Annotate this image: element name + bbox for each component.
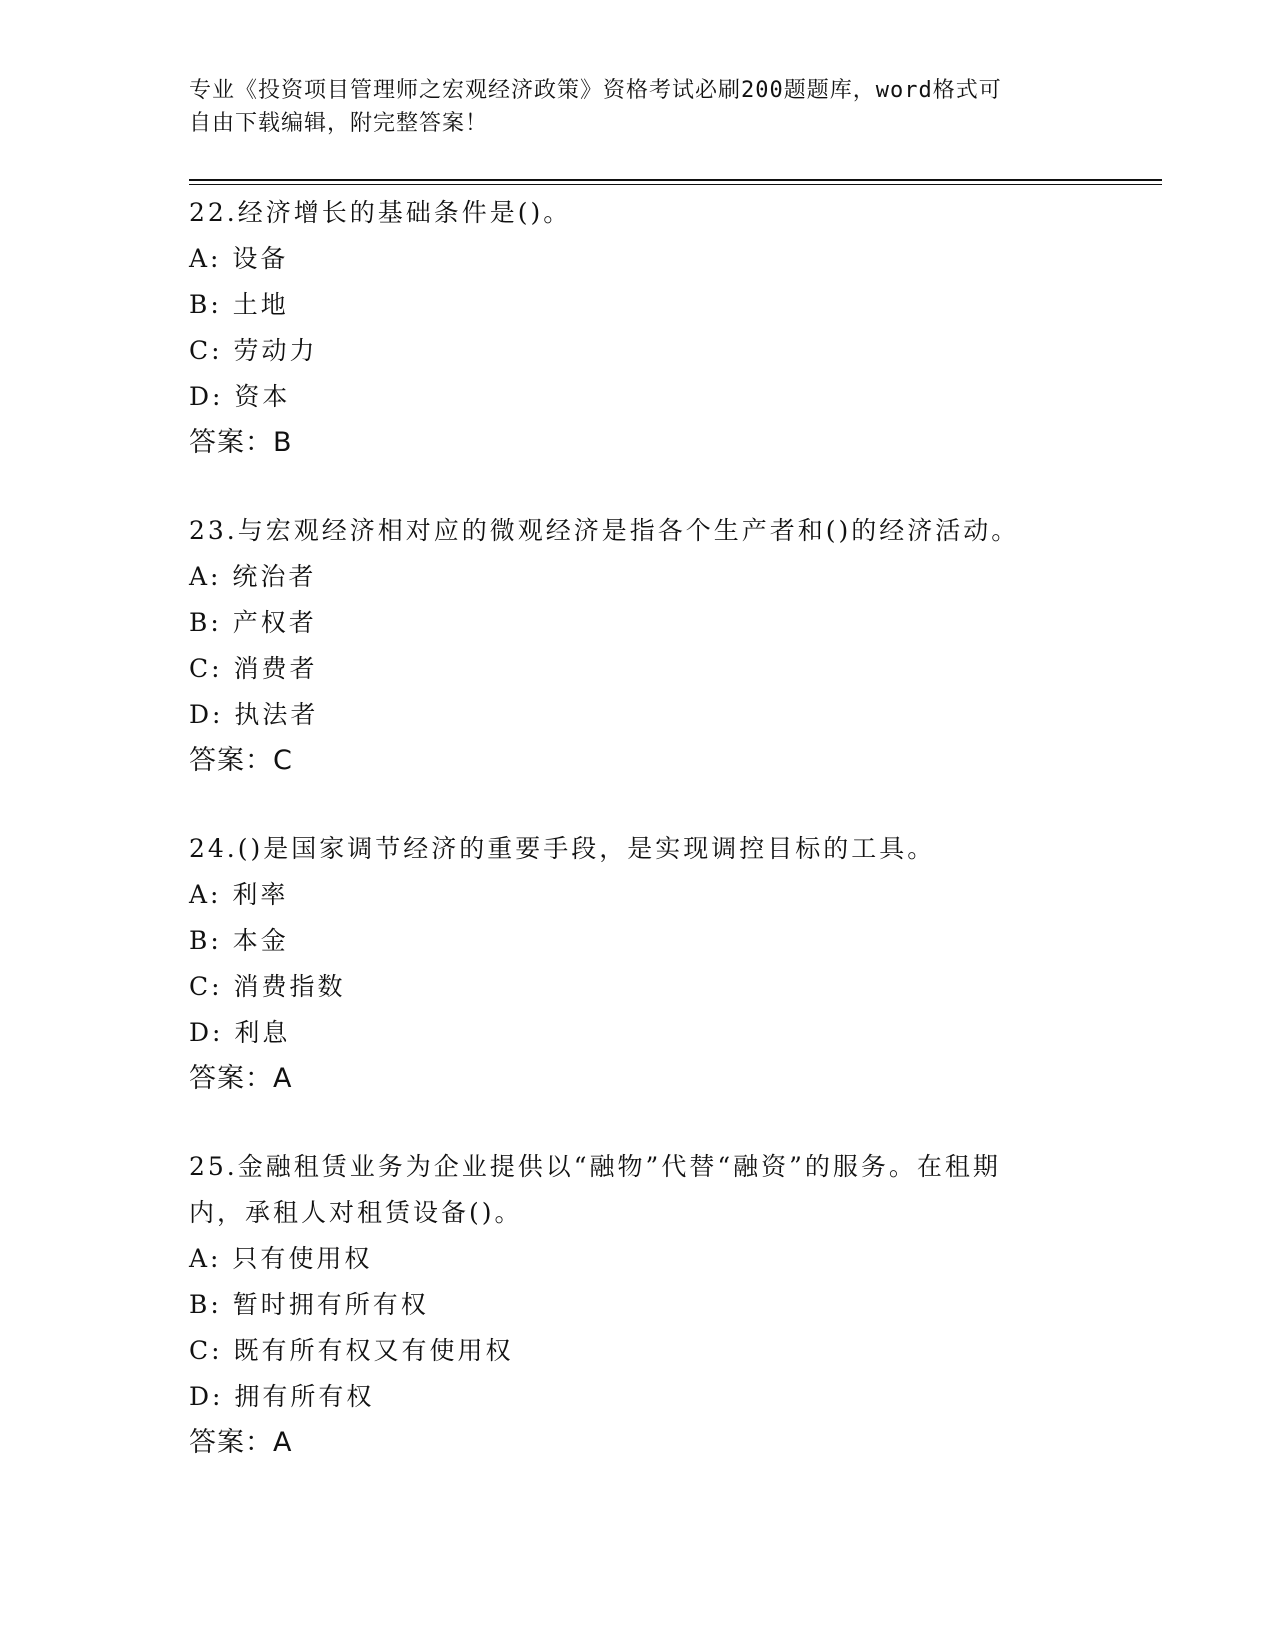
option-c: C: 既有所有权又有使用权 bbox=[189, 1336, 514, 1365]
question-stem: 23.与宏观经济相对应的微观经济是指各个生产者和()的经济活动。 bbox=[189, 516, 1020, 545]
option-c: C: 消费指数 bbox=[189, 972, 346, 1001]
header-divider-thin bbox=[189, 184, 1162, 185]
option-d: D: 资本 bbox=[189, 382, 291, 411]
option-a: A: 统治者 bbox=[189, 562, 317, 591]
option-b: B: 土地 bbox=[189, 290, 289, 319]
option-c: C: 劳动力 bbox=[189, 336, 318, 365]
answer: 答案：B bbox=[189, 427, 293, 458]
header-divider-thick bbox=[189, 179, 1162, 181]
question-25 bbox=[189, 1144, 1089, 1466]
option-c: C: 消费者 bbox=[189, 654, 318, 683]
option-b: B: 暂时拥有所有权 bbox=[189, 1290, 429, 1319]
answer: 答案：C bbox=[189, 745, 293, 776]
question-stem: 24.()是国家调节经济的重要手段，是实现调控目标的工具。 bbox=[189, 834, 936, 863]
option-d: D: 利息 bbox=[189, 1018, 291, 1047]
option-b: B: 本金 bbox=[189, 926, 289, 955]
answer: 答案：A bbox=[189, 1063, 293, 1094]
question-stem-line-1: 25.金融租赁业务为企业提供以“融物”代替“融资”的服务。在租期 bbox=[189, 1152, 1001, 1181]
header-line-1: 专业《投资项目管理师之宏观经济政策》资格考试必刷200题题库，word格式可 bbox=[189, 78, 1002, 103]
option-d: D: 拥有所有权 bbox=[189, 1382, 375, 1411]
header-line-2: 自由下载编辑，附完整答案！ bbox=[189, 111, 489, 136]
answer: 答案：A bbox=[189, 1427, 293, 1458]
question-23 bbox=[189, 508, 1089, 784]
question-stem-line-2: 内，承租人对租赁设备()。 bbox=[189, 1198, 523, 1227]
question-stem: 22.经济增长的基础条件是()。 bbox=[189, 198, 572, 227]
option-a: A: 设备 bbox=[189, 244, 289, 273]
option-d: D: 执法者 bbox=[189, 700, 319, 729]
option-a: A: 只有使用权 bbox=[189, 1244, 373, 1273]
document-header bbox=[189, 74, 1089, 140]
option-a: A: 利率 bbox=[189, 880, 289, 909]
question-22 bbox=[189, 190, 1089, 466]
question-24 bbox=[189, 826, 1089, 1102]
option-b: B: 产权者 bbox=[189, 608, 317, 637]
